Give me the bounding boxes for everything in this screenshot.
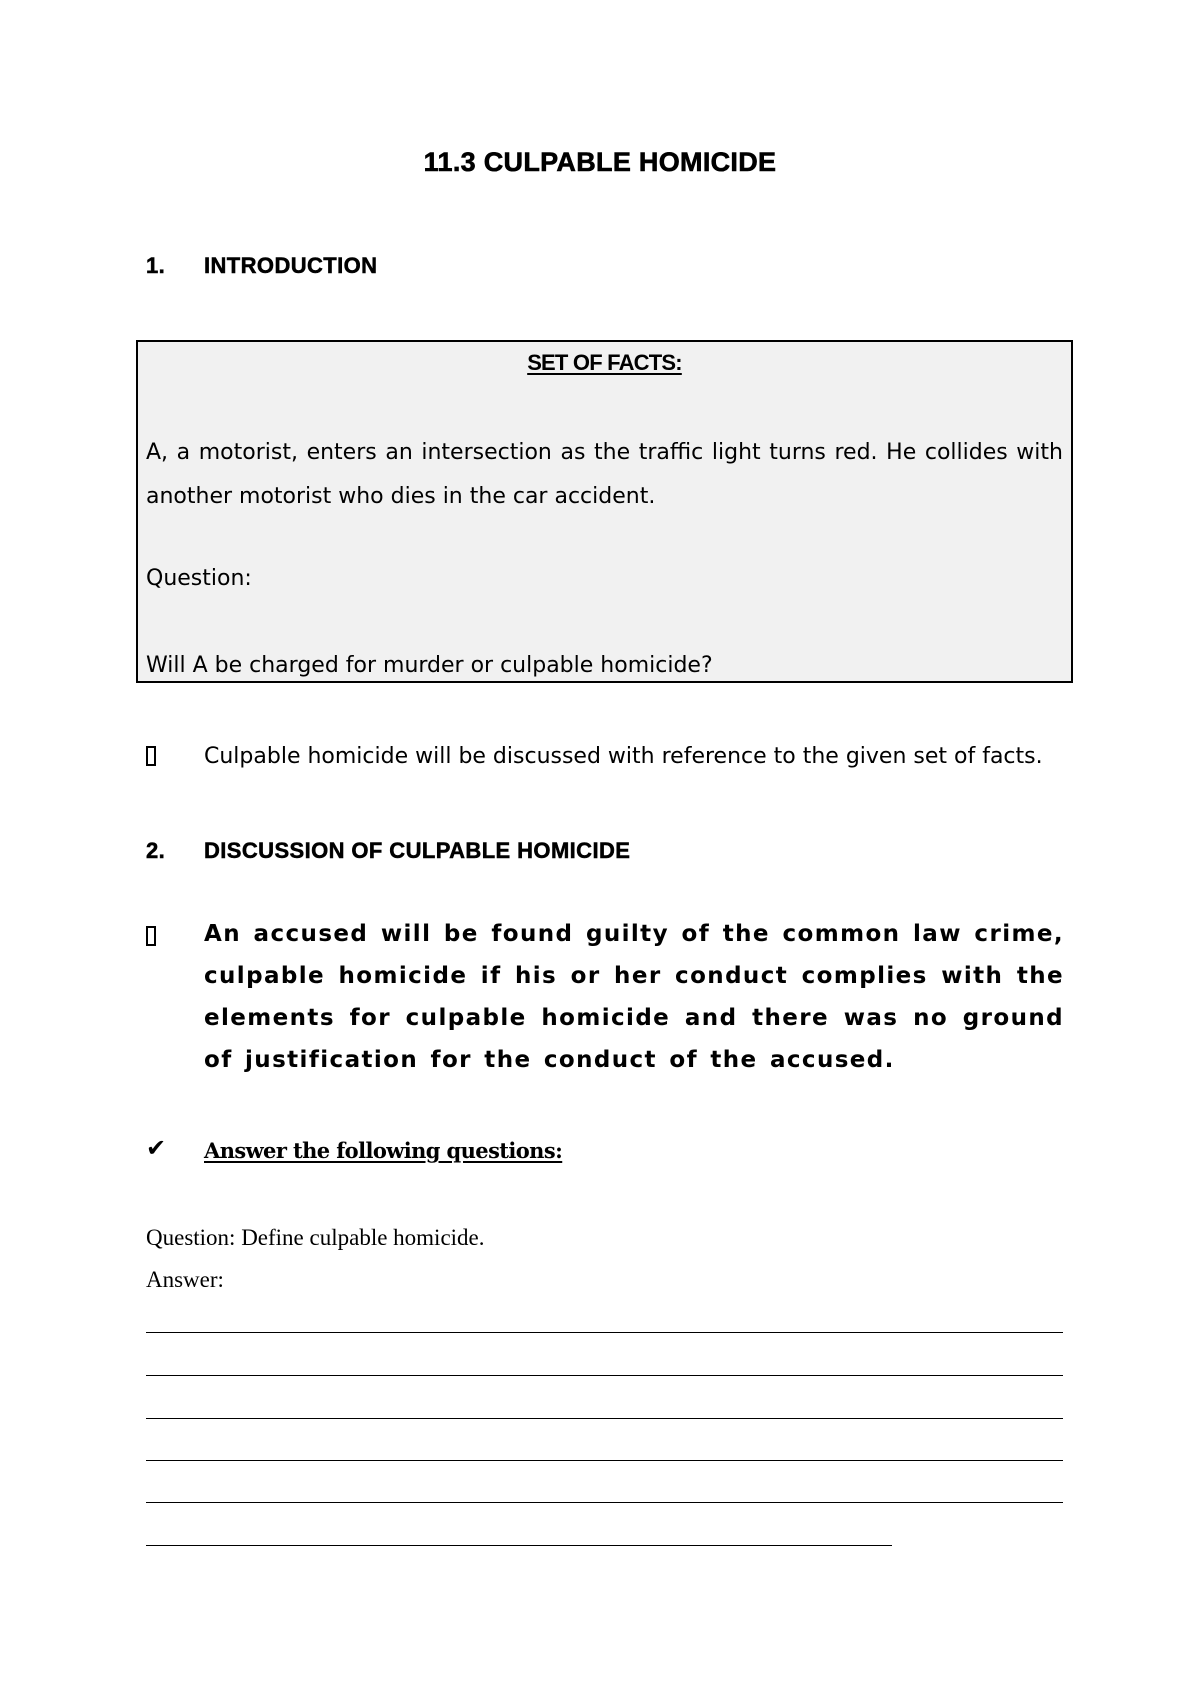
section-title: INTRODUCTION — [204, 253, 378, 278]
exercise-question: Question: Define culpable homicide. — [146, 1225, 485, 1250]
facts-title: SET OF FACTS: — [527, 350, 682, 375]
answer-line[interactable] — [146, 1545, 892, 1546]
facts-question: Will A be charged for murder or culpable homicide? — [146, 653, 713, 678]
section-title: DISCUSSION OF CULPABLE HOMICIDE — [204, 838, 631, 863]
square-bullet-icon — [146, 926, 156, 946]
bullet-text: Culpable homicide will be discussed with reference to the given set of facts. — [204, 744, 1043, 769]
answer-line[interactable] — [146, 1460, 1063, 1461]
section-number: 2. — [146, 838, 166, 863]
answer-line[interactable] — [146, 1502, 1063, 1503]
answer-line[interactable] — [146, 1375, 1063, 1376]
checkmark-icon: ✔ — [146, 1134, 167, 1162]
answer-label: Answer: — [146, 1267, 224, 1292]
answer-line[interactable] — [146, 1332, 1063, 1333]
section-heading-discussion — [146, 838, 630, 864]
set-of-facts-box — [136, 340, 1073, 683]
section-number: 1. — [146, 253, 166, 278]
answer-line[interactable] — [146, 1418, 1063, 1419]
section-heading-introduction — [146, 253, 377, 279]
square-bullet-icon — [146, 746, 156, 766]
facts-question-label: Question: — [146, 566, 252, 591]
facts-body: A, a motorist, enters an intersection as the traffic light turns red. He collides with another motorist who dies in the car accident. — [146, 440, 1063, 509]
page-title: 11.3 CULPABLE HOMICIDE — [423, 147, 777, 177]
bullet-text: An accused will be found guilty of the common law crime, culpable homicide if his or her conduct complies with the elements for culpable homicide and there was no ground of justification for the conduct of the accused. — [204, 921, 1064, 1073]
exercise-instruction-text: Answer the following questions: — [204, 1138, 563, 1163]
